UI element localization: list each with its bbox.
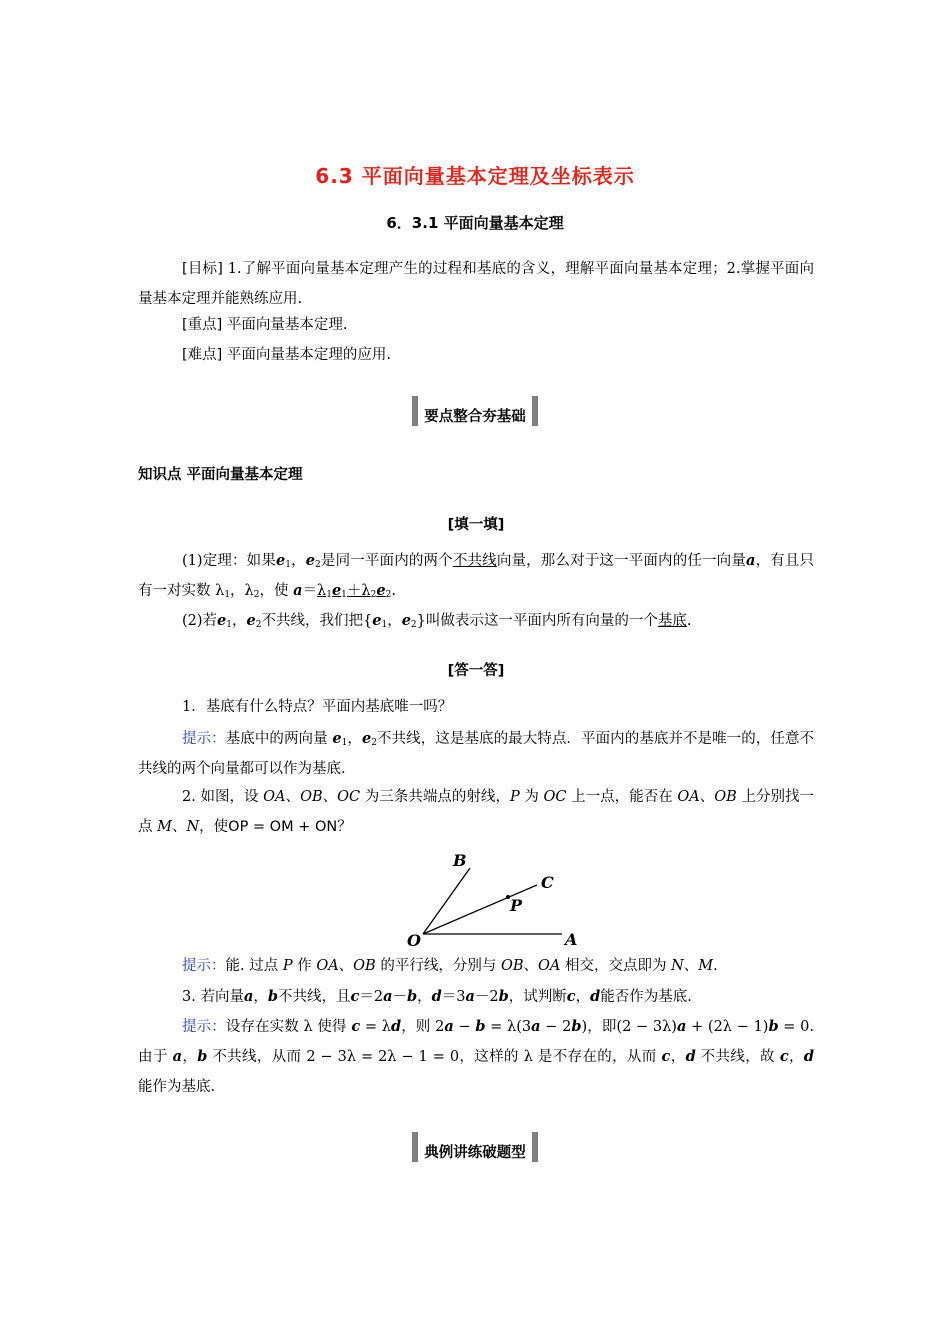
- label-b: B: [453, 851, 467, 870]
- knowledge-point-heading: 知识点 平面向量基本定理: [138, 467, 303, 483]
- question-3: 3. 若向量a，b不共线，且c＝2a－b，d＝3a－2b，试判断c，d能否作为基底.: [182, 988, 692, 1005]
- page-title: 6.3 平面向量基本定理及坐标表示: [315, 164, 635, 188]
- label-a: A: [565, 930, 578, 949]
- hint-2: 提示：能. 过点 P 作 OA、OB 的平行线，分别与 OB、OA 相交，交点即为 N、M.: [182, 958, 718, 974]
- label-c: C: [541, 873, 554, 892]
- section-subtitle: 6．3.1 平面向量基本定理: [386, 214, 564, 232]
- fill-item-1: (1)定理：如果$e_1$，$e_2$是同一平面内的两个不共线向量，那么对于这一平面内的任一向量a，有且只有一对实数 $\lambda_1$，$\lambda_2$，使 $a=\lambda_1e_1+\lambda_2e_2$.: [138, 552, 815, 600]
- answer-heading: [答一答]: [447, 663, 505, 679]
- hint-3: 提示：设存在实数 λ 使得 c = λd，则 2a − b = λ(3a − 2b)，即(2 − 3λ)a + (2λ − 1)b = 0.由于 a，b 不共线，从而 2 − 3λ = 2λ − 1 = 0，这样的 λ 是不存在的，从而 c，d 不共线，故 c，d 能作为基底.: [138, 1018, 815, 1095]
- section-header-basics: 要点整合夯基础: [0, 396, 950, 426]
- label-o: O: [407, 931, 421, 950]
- goals-difficult: [难点] 平面向量基本定理的应用.: [182, 347, 392, 363]
- section-header-examples: 典例讲练破题型: [0, 1132, 950, 1162]
- goals-target: [目标] 1.了解平面向量基本定理产生的过程和基底的含义，理解平面向量基本定理；2.掌握平面向量基本定理并能熟练应用.: [138, 261, 814, 307]
- question-1: 1．基底有什么特点？平面内基底唯一吗？: [182, 699, 453, 715]
- fill-item-2: (2)若$e_1$，$e_2$不共线，我们把{$e_1$，$e_2$}叫做表示这一平面内所有向量的一个基底.: [182, 612, 692, 630]
- rays-figure: [405, 848, 585, 952]
- goals-key: [重点] 平面向量基本定理.: [182, 317, 348, 333]
- hint-1: 提示：基底中的两向量 $e_1$，$e_2$不共线，这是基底的最大特点．平面内的基底并不是唯一的，任意不共线的两个向量都可以作为基底.: [138, 730, 815, 777]
- question-2: 2. 如图，设 OA、OB、OC 为三条共端点的射线，P 为 OC 上一点，能否在 OA、OB 上分别找一点 M、N，使OP = OM + ON？: [138, 789, 815, 835]
- fill-heading: [填一填]: [447, 517, 505, 533]
- label-p: P: [510, 896, 523, 915]
